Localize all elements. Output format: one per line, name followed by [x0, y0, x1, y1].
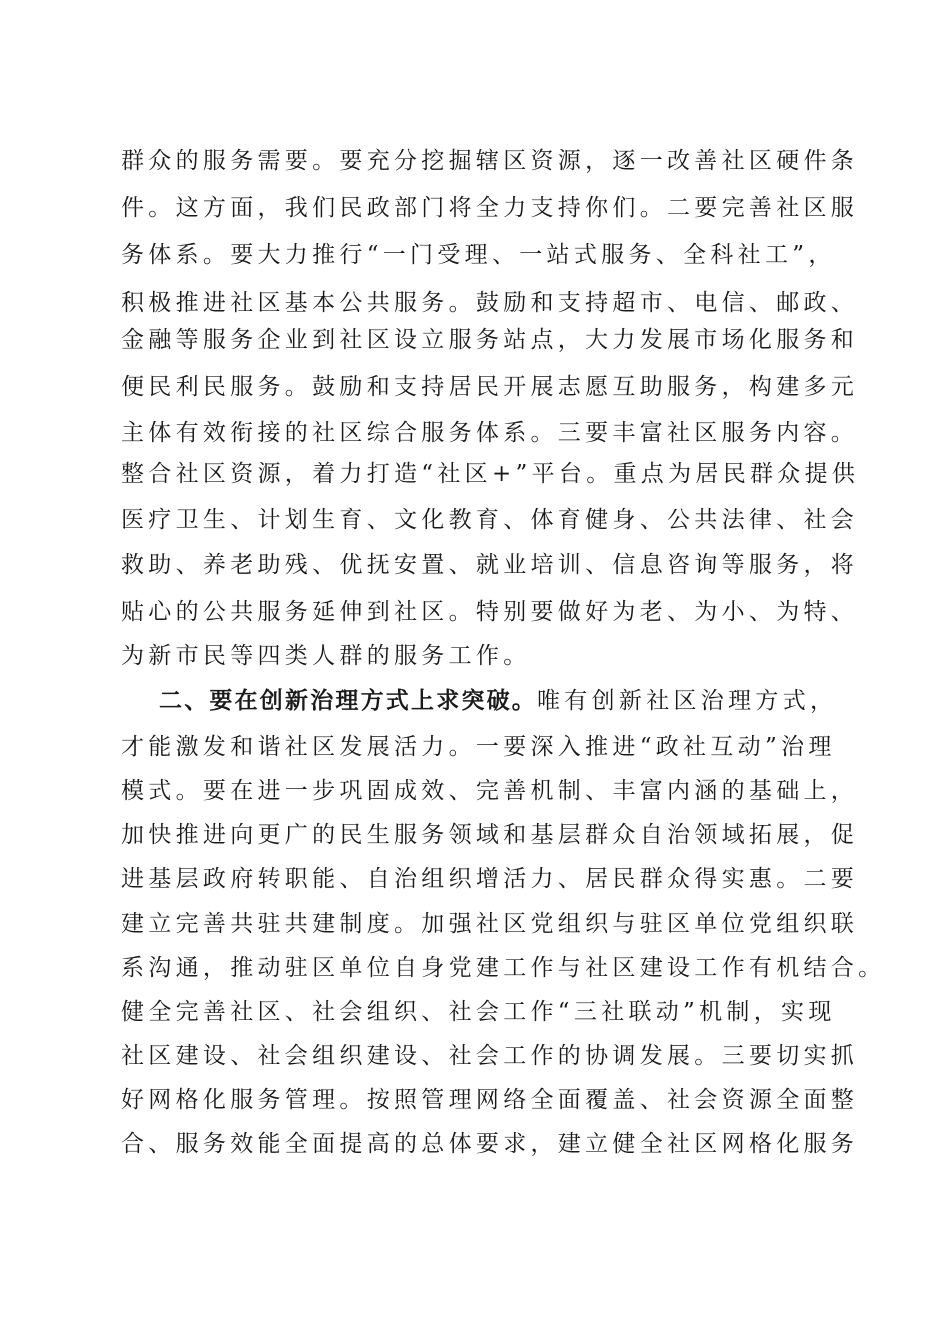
paragraph-line: 建立完善共驻共建制度。加强社区党组织与驻区单位党组织联 [121, 911, 859, 937]
paragraph-line: 救助、养老助残、优抚安置、就业培训、信息咨询等服务，将 [121, 552, 859, 578]
paragraph-line: 群众的服务需要。要充分挖掘辖区资源，逐一改善社区硬件条 [121, 148, 859, 174]
paragraph-line: 便民利民服务。鼓励和支持居民开展志愿互助服务，构建多元 [121, 374, 859, 400]
paragraph-line: 为新市民等四类人群的服务工作。 [121, 643, 531, 669]
paragraph-line: 模式。要在进一步巩固成效、完善机制、丰富内涵的基础上， [121, 778, 859, 804]
section-heading: 二、要在创新治理方式上求突破。 [159, 688, 537, 714]
paragraph-line: 主体有效衔接的社区综合服务体系。三要丰富社区服务内容。 [121, 420, 859, 446]
paragraph-line: 整合社区资源，着力打造“社区+”平台。重点为居民群众提供 [121, 461, 860, 487]
paragraph-line: 金融等服务企业到社区设立服务站点，大力发展市场化服务和 [121, 327, 859, 353]
paragraph-line: 医疗卫生、计划生育、文化教育、体育健身、公共法律、社会 [121, 507, 859, 533]
paragraph-line: 积极推进社区基本公共服务。鼓励和支持超市、电信、邮政、 [121, 290, 859, 316]
paragraph-line: 社区建设、社会组织建设、社会工作的协调发展。三要切实抓 [121, 1043, 859, 1069]
paragraph-line: 系沟通，推动驻区单位自身党建工作与社区建设工作有机结合。 [121, 955, 886, 981]
paragraph-line: 务体系。要大力推行“一门受理、一站式服务、全科社工”， [121, 242, 836, 268]
paragraph-line: 进基层政府转职能、自治组织增活力、居民群众得实惠。二要 [121, 866, 859, 892]
paragraph-line: 好网格化服务管理。按照管理网络全面覆盖、社会资源全面整 [121, 1087, 859, 1113]
heading-continuation: 唯有创新社区治理方式， [537, 688, 838, 714]
paragraph-line: 合、服务效能全面提高的总体要求，建立健全社区网格化服务 [121, 1131, 859, 1157]
paragraph-line: 贴心的公共服务延伸到社区。特别要做好为老、为小、为特、 [121, 599, 859, 625]
paragraph-line: 健全完善社区、社会组织、社会工作“三社联动”机制，实现 [121, 999, 836, 1025]
paragraph-line: 件。这方面，我们民政部门将全力支持你们。二要完善社区服 [121, 195, 859, 221]
paragraph-line: 加快推进向更广的民生服务领域和基层群众自治领域拓展，促 [121, 822, 859, 848]
paragraph-first-line [159, 686, 837, 716]
paragraph-line: 才能激发和谐社区发展活力。一要深入推进“政社互动”治理 [121, 734, 836, 760]
